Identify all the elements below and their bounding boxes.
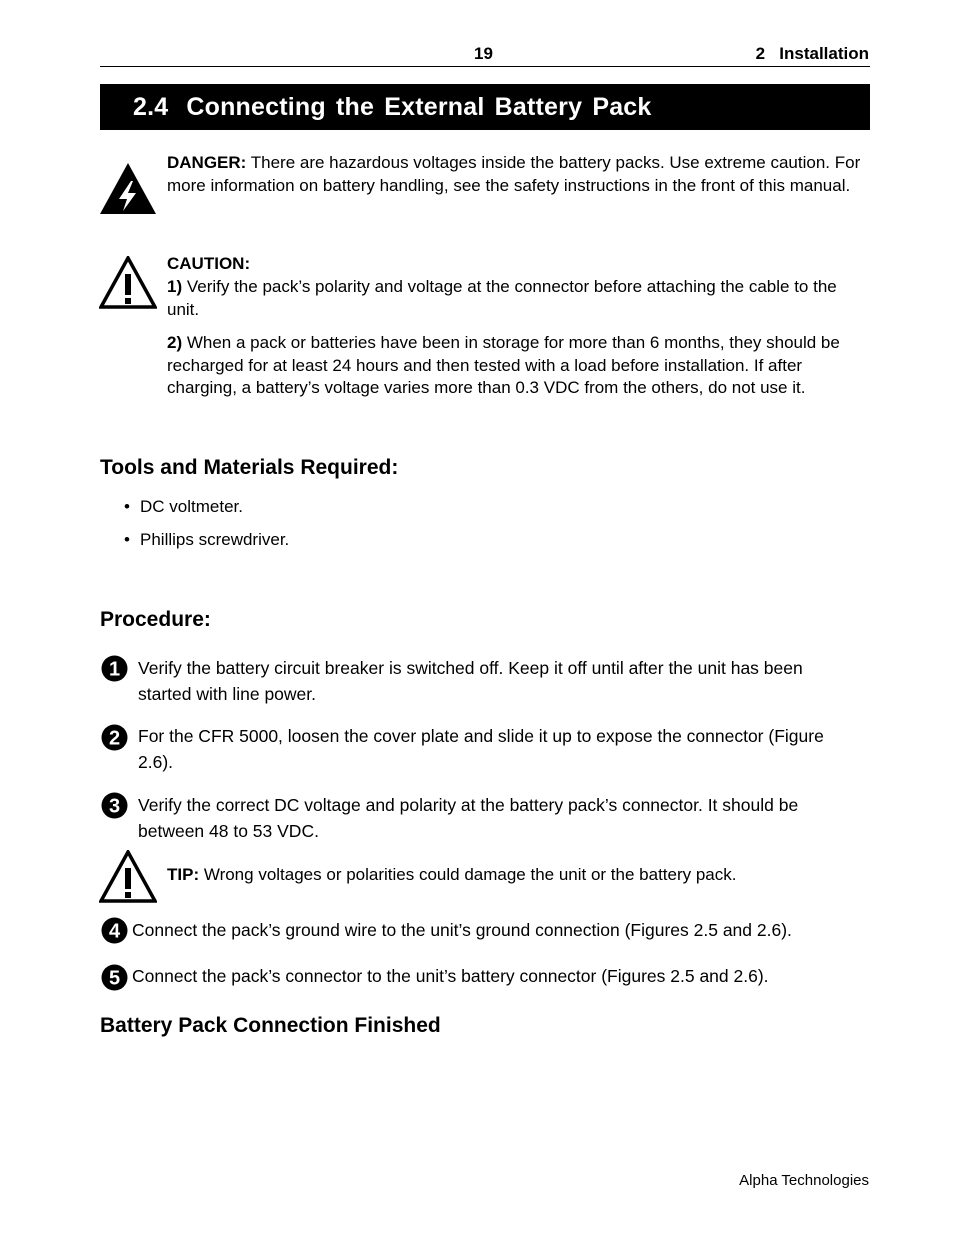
step-4-number-icon: [101, 917, 128, 944]
danger-notice: [167, 152, 867, 197]
bullet-dot: •: [124, 497, 130, 516]
caution-item-2-number: 2): [167, 333, 183, 352]
header-rule: [100, 66, 870, 67]
tools-heading: Tools and Materials Required:: [100, 456, 399, 479]
tools-item-text: Phillips screwdriver.: [140, 530, 290, 549]
danger-label: DANGER:: [167, 153, 247, 172]
step-2-number: 2: [108, 727, 121, 750]
caution-item-1-number: 1): [167, 277, 183, 296]
step-3-text: Verify the correct DC voltage and polarity at the battery pack’s connector. It should be between 48 to 53 VDC.: [138, 795, 799, 841]
bullet-dot: •: [124, 530, 130, 549]
caution-heading: CAUTION:: [167, 254, 251, 273]
step-1-text: Verify the battery circuit breaker is switched off. Keep it off until after the unit has been started with line power.: [138, 658, 803, 704]
tools-item-screwdriver: [124, 530, 289, 550]
step-4-text: Connect the pack’s ground wire to the unit’s ground connection (Figures 2.5 and 2.6).: [132, 920, 792, 940]
page-number: 19: [474, 44, 493, 63]
step-5-text: Connect the pack’s connector to the unit’s battery connector (Figures 2.5 and 2.6).: [132, 966, 769, 986]
tools-item-text: DC voltmeter.: [140, 497, 243, 516]
caution-item-2: [167, 332, 867, 400]
step-4-number: 4: [108, 920, 121, 943]
procedure-heading: Procedure:: [100, 608, 211, 631]
step-5-number: 5: [108, 967, 121, 990]
step-2-text: For the CFR 5000, loosen the cover plate and slide it up to expose the connector (Figure 2.6).: [138, 726, 824, 772]
step-5-number-icon: [101, 964, 128, 991]
tools-item-voltmeter: [124, 497, 243, 517]
step-1-number-icon: [101, 655, 128, 682]
tip-label: TIP:: [167, 865, 200, 884]
section-title: [133, 93, 652, 122]
section-title-bar: [100, 84, 870, 130]
tip-warning-icon: [99, 850, 157, 903]
step-3-number-icon: [101, 792, 128, 819]
footer-company: Alpha Technologies: [739, 1172, 869, 1189]
caution-item-1-text: Verify the pack’s polarity and voltage at the connector before attaching the cable to the unit.: [167, 277, 837, 319]
tip-text: Wrong voltages or polarities could damage the unit or the battery pack.: [199, 865, 737, 884]
tip-notice: [167, 864, 867, 887]
caution-label: [167, 253, 867, 276]
chapter-title: 2 Installation: [755, 44, 869, 63]
section-number: 2.4: [133, 93, 169, 121]
caution-warning-icon: [99, 256, 157, 309]
finished-heading: Battery Pack Connection Finished: [100, 1014, 441, 1037]
caution-item-2-text: When a pack or batteries have been in storage for more than 6 months, they should be recharged for at least 24 hours and then tested with a load before installation. If after charging, a battery’s voltage varies more than 0.3 VDC from the others, do not use it.: [167, 333, 840, 397]
caution-item-1: [167, 276, 867, 321]
danger-text: There are hazardous voltages inside the battery packs. Use extreme caution. For more information on battery handling, see the safety instructions in the front of this manual.: [167, 153, 861, 195]
high-voltage-warning-icon: [99, 162, 157, 215]
step-2-number-icon: [101, 724, 128, 751]
step-3-number: 3: [108, 795, 121, 818]
section-title-text: Connecting the External Battery Pack: [186, 93, 652, 121]
step-1-number: 1: [108, 658, 121, 681]
